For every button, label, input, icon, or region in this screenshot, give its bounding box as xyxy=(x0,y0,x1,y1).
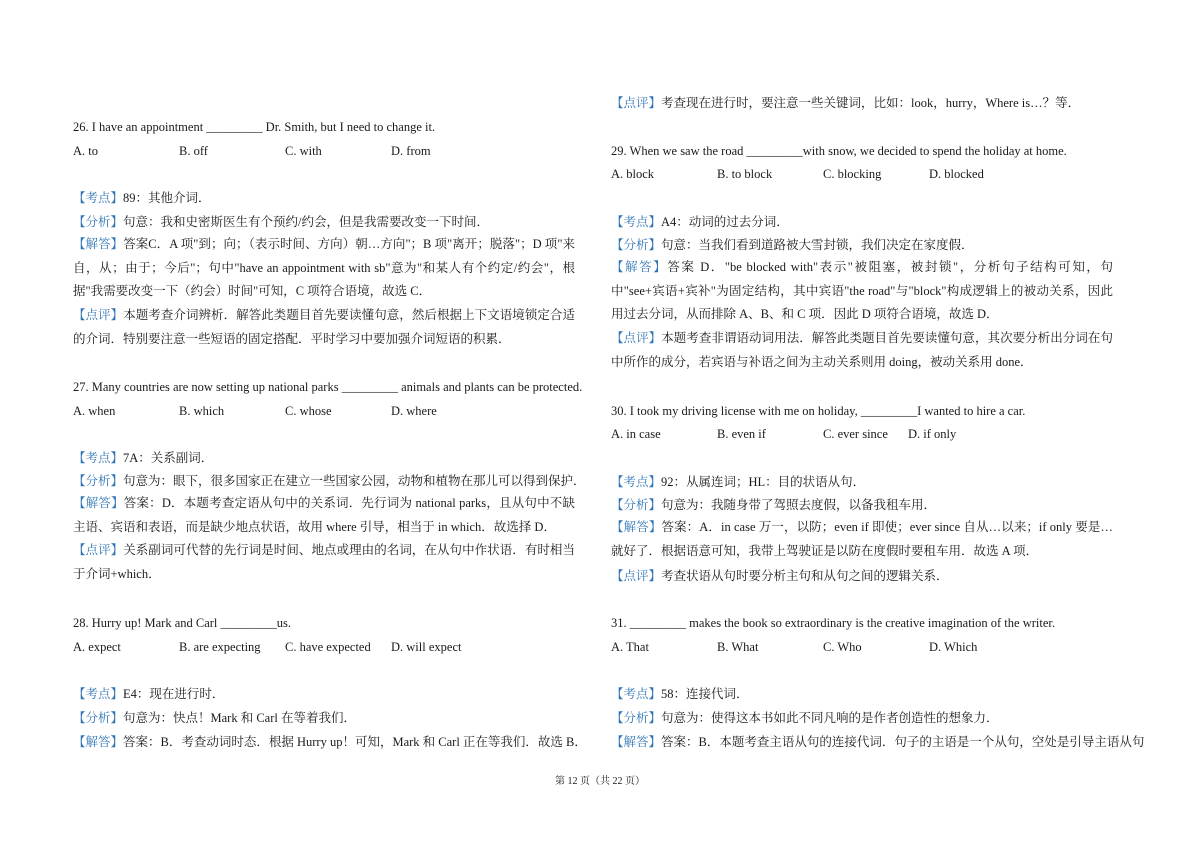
q30-jieda-text: 答案：A．in case 万一，以防；even if 即使；ever since 自从…以来；if only 要是…就好了．根据语意可知，我带上驾驶证是以防在度假时要租车用．故选 A 项． xyxy=(611,520,1113,558)
q31-option-c: C. Who xyxy=(823,640,862,654)
q27-dianping-text: 关系副词可代替的先行词是时间、地点或理由的名词，在从句中作状语．有时相当于介词+which． xyxy=(73,543,575,581)
q31-jieda xyxy=(611,734,1144,750)
q30-fenxi xyxy=(611,497,936,513)
q27-jieda-text: 答案：D．本题考查定语从句中的关系词．先行词为 national parks，且从句中不缺主语、宾语和表语，而是缺少地点状语，故用 where 引导，相当于 in which．故选择 D． xyxy=(73,496,575,534)
q30-kaodian-text: 92：从属连词；HL：目的状语从句． xyxy=(661,475,866,489)
dianping-tag: 【点评】 xyxy=(73,308,124,322)
q30-fenxi-text: 句意为：我随身带了驾照去度假，以备我租车用． xyxy=(661,498,937,512)
q27-kaodian-text: 7A：关系副词． xyxy=(123,451,214,465)
q29-jieda xyxy=(611,256,1113,327)
q27-option-a: A. when xyxy=(73,404,116,418)
q28-fenxi-text: 句意为：快点！Mark 和 Carl 在等着我们． xyxy=(123,711,356,725)
fenxi-tag: 【分析】 xyxy=(73,474,124,488)
question-31-stem: 31. _________ makes the book so extraordinary is the creative imagination of the writer. xyxy=(611,616,1055,630)
question-30-stem: 30. I took my driving license with me on holiday, _________I wanted to hire a car. xyxy=(611,404,1026,418)
q28-kaodian-text: E4：现在进行时． xyxy=(123,687,225,701)
q31-option-d: D. Which xyxy=(929,640,978,654)
q28-jieda xyxy=(73,734,587,750)
question-26-stem: 26. I have an appointment _________ Dr. Smith, but I need to change it. xyxy=(73,120,436,134)
q28-option-a: A. expect xyxy=(73,640,121,654)
q31-kaodian xyxy=(611,686,749,702)
q29-option-b: B. to block xyxy=(717,167,773,181)
q27-kaodian xyxy=(73,450,213,466)
q29-dianping xyxy=(611,327,1113,374)
q31-option-a: A. That xyxy=(611,640,649,654)
q26-fenxi-text: 句意：我和史密斯医生有个预约/约会，但是我需要改变一下时间． xyxy=(123,215,489,229)
q26-dianping-text: 本题考查介词辨析．解答此类题目首先要读懂句意，然后根据上下文语境锁定合适的介词．特别要注意一些短语的固定搭配．平时学习中要加强介词短语的积累． xyxy=(73,308,575,346)
dianping-tag: 【点评】 xyxy=(73,543,124,557)
q26-jieda-text: 答案C．A 项"到；向；（表示时间、方向）朝…方向"；B 项"离开；脱落"；D 项"来自，从；由于；今后"；句中"have an appointment with sb"意为"和某人有个约定/约会"，根据"我需要改变一下（约会）时间"可知，C 项符合语境，故选 C． xyxy=(73,237,575,298)
q30-dianping-text: 考查状语从句时要分析主句和从句之间的逻辑关系． xyxy=(661,569,949,583)
right-column xyxy=(611,0,1145,848)
dianping-tag: 【点评】 xyxy=(611,96,662,110)
kaodian-tag: 【考点】 xyxy=(611,215,662,229)
q29-option-a: A. block xyxy=(611,167,655,181)
q26-option-a: A. to xyxy=(73,144,98,158)
fenxi-tag: 【分析】 xyxy=(611,711,662,725)
q27-dianping xyxy=(73,539,575,586)
q28-option-b: B. are expecting xyxy=(179,640,261,654)
q30-kaodian xyxy=(611,474,865,490)
q28-fenxi xyxy=(73,710,356,726)
q28-option-c: C. have expected xyxy=(285,640,371,654)
q29-kaodian-text: A4：动词的过去分词． xyxy=(661,215,789,229)
q26-kaodian xyxy=(73,190,211,206)
q30-option-c: C. ever since xyxy=(823,427,888,441)
q27-option-c: C. whose xyxy=(285,404,332,418)
question-29-stem: 29. When we saw the road _________with snow, we decided to spend the holiday at home. xyxy=(611,144,1067,158)
q29-kaodian xyxy=(611,214,789,230)
q31-fenxi xyxy=(611,710,999,726)
jieda-tag: 【解答】 xyxy=(73,496,124,510)
kaodian-tag: 【考点】 xyxy=(611,475,662,489)
q28-dianping xyxy=(611,95,1080,111)
q28-kaodian xyxy=(73,686,224,702)
q29-fenxi-text: 句意：当我们看到道路被大雪封锁，我们决定在家度假． xyxy=(661,238,974,252)
q26-jieda xyxy=(73,233,575,304)
q31-jieda-text: 答案：B．本题考查主语从句的连接代词．句子的主语是一个从句，空处是引导主语从句 xyxy=(661,735,1145,749)
q30-jieda xyxy=(611,516,1113,563)
q28-option-d: D. will expect xyxy=(391,640,462,654)
kaodian-tag: 【考点】 xyxy=(73,687,124,701)
q26-option-c: C. with xyxy=(285,144,322,158)
q26-kaodian-text: 89：其他介词． xyxy=(123,191,211,205)
question-28-stem: 28. Hurry up! Mark and Carl _________us. xyxy=(73,616,292,630)
q27-fenxi-text: 句意为：眼下，很多国家正在建立一些国家公园，动物和植物在那儿可以得到保护． xyxy=(123,474,586,488)
fenxi-tag: 【分析】 xyxy=(73,711,124,725)
fenxi-tag: 【分析】 xyxy=(611,498,662,512)
q29-dianping-text: 本题考查非谓语动词用法．解答此类题目首先要读懂句意，其次要分析出分词在句中所作的成分，若宾语与补语之间为主动关系则用 doing，被动关系用 done． xyxy=(611,331,1113,369)
jieda-tag: 【解答】 xyxy=(611,520,662,534)
q27-fenxi xyxy=(73,473,586,489)
fenxi-tag: 【分析】 xyxy=(73,215,124,229)
q31-option-b: B. What xyxy=(717,640,759,654)
fenxi-tag: 【分析】 xyxy=(611,238,662,252)
kaodian-tag: 【考点】 xyxy=(73,451,124,465)
kaodian-tag: 【考点】 xyxy=(73,191,124,205)
q29-option-d: D. blocked xyxy=(929,167,984,181)
dianping-tag: 【点评】 xyxy=(611,331,662,345)
q29-jieda-text: 答案 D．"be blocked with"表示"被阻塞，被封锁"，分析句子结构可知，句中"see+宾语+宾补"为固定结构，其中宾语"the road"与"block"构成逻辑上的被动关系，因此用过去分词，从而排除 A、B、和 C 项．因此 D 项符合语境，故选 D． xyxy=(611,260,1113,321)
question-27-stem: 27. Many countries are now setting up national parks _________ animals and plants can be protected. xyxy=(73,380,583,394)
jieda-tag: 【解答】 xyxy=(611,260,668,274)
q30-dianping xyxy=(611,568,949,584)
q27-option-d: D. where xyxy=(391,404,437,418)
jieda-tag: 【解答】 xyxy=(73,735,124,749)
q30-option-a: A. in case xyxy=(611,427,661,441)
q31-kaodian-text: 58：连接代词． xyxy=(661,687,749,701)
q31-fenxi-text: 句意为：使得这本书如此不同凡响的是作者创造性的想象力． xyxy=(661,711,999,725)
q26-dianping xyxy=(73,304,575,351)
page-number-footer: 第 12 页（共 22 页） xyxy=(555,776,645,787)
jieda-tag: 【解答】 xyxy=(611,735,662,749)
q26-option-b: B. off xyxy=(179,144,208,158)
q29-option-c: C. blocking xyxy=(823,167,882,181)
q28-dianping-text: 考查现在进行时，要注意一些关键词，比如：look，hurry，Where is…？等． xyxy=(661,96,1081,110)
left-column xyxy=(73,0,587,848)
q26-option-d: D. from xyxy=(391,144,431,158)
kaodian-tag: 【考点】 xyxy=(611,687,662,701)
q29-fenxi xyxy=(611,237,974,253)
dianping-tag: 【点评】 xyxy=(611,569,662,583)
q27-jieda xyxy=(73,492,575,539)
q30-option-b: B. even if xyxy=(717,427,766,441)
jieda-tag: 【解答】 xyxy=(73,237,124,251)
q26-fenxi xyxy=(73,214,489,230)
q30-option-d: D. if only xyxy=(908,427,957,441)
q28-jieda-text: 答案：B．考查动词时态．根据 Hurry up！可知，Mark 和 Carl 正在等我们．故选 B． xyxy=(123,735,587,749)
q27-option-b: B. which xyxy=(179,404,225,418)
